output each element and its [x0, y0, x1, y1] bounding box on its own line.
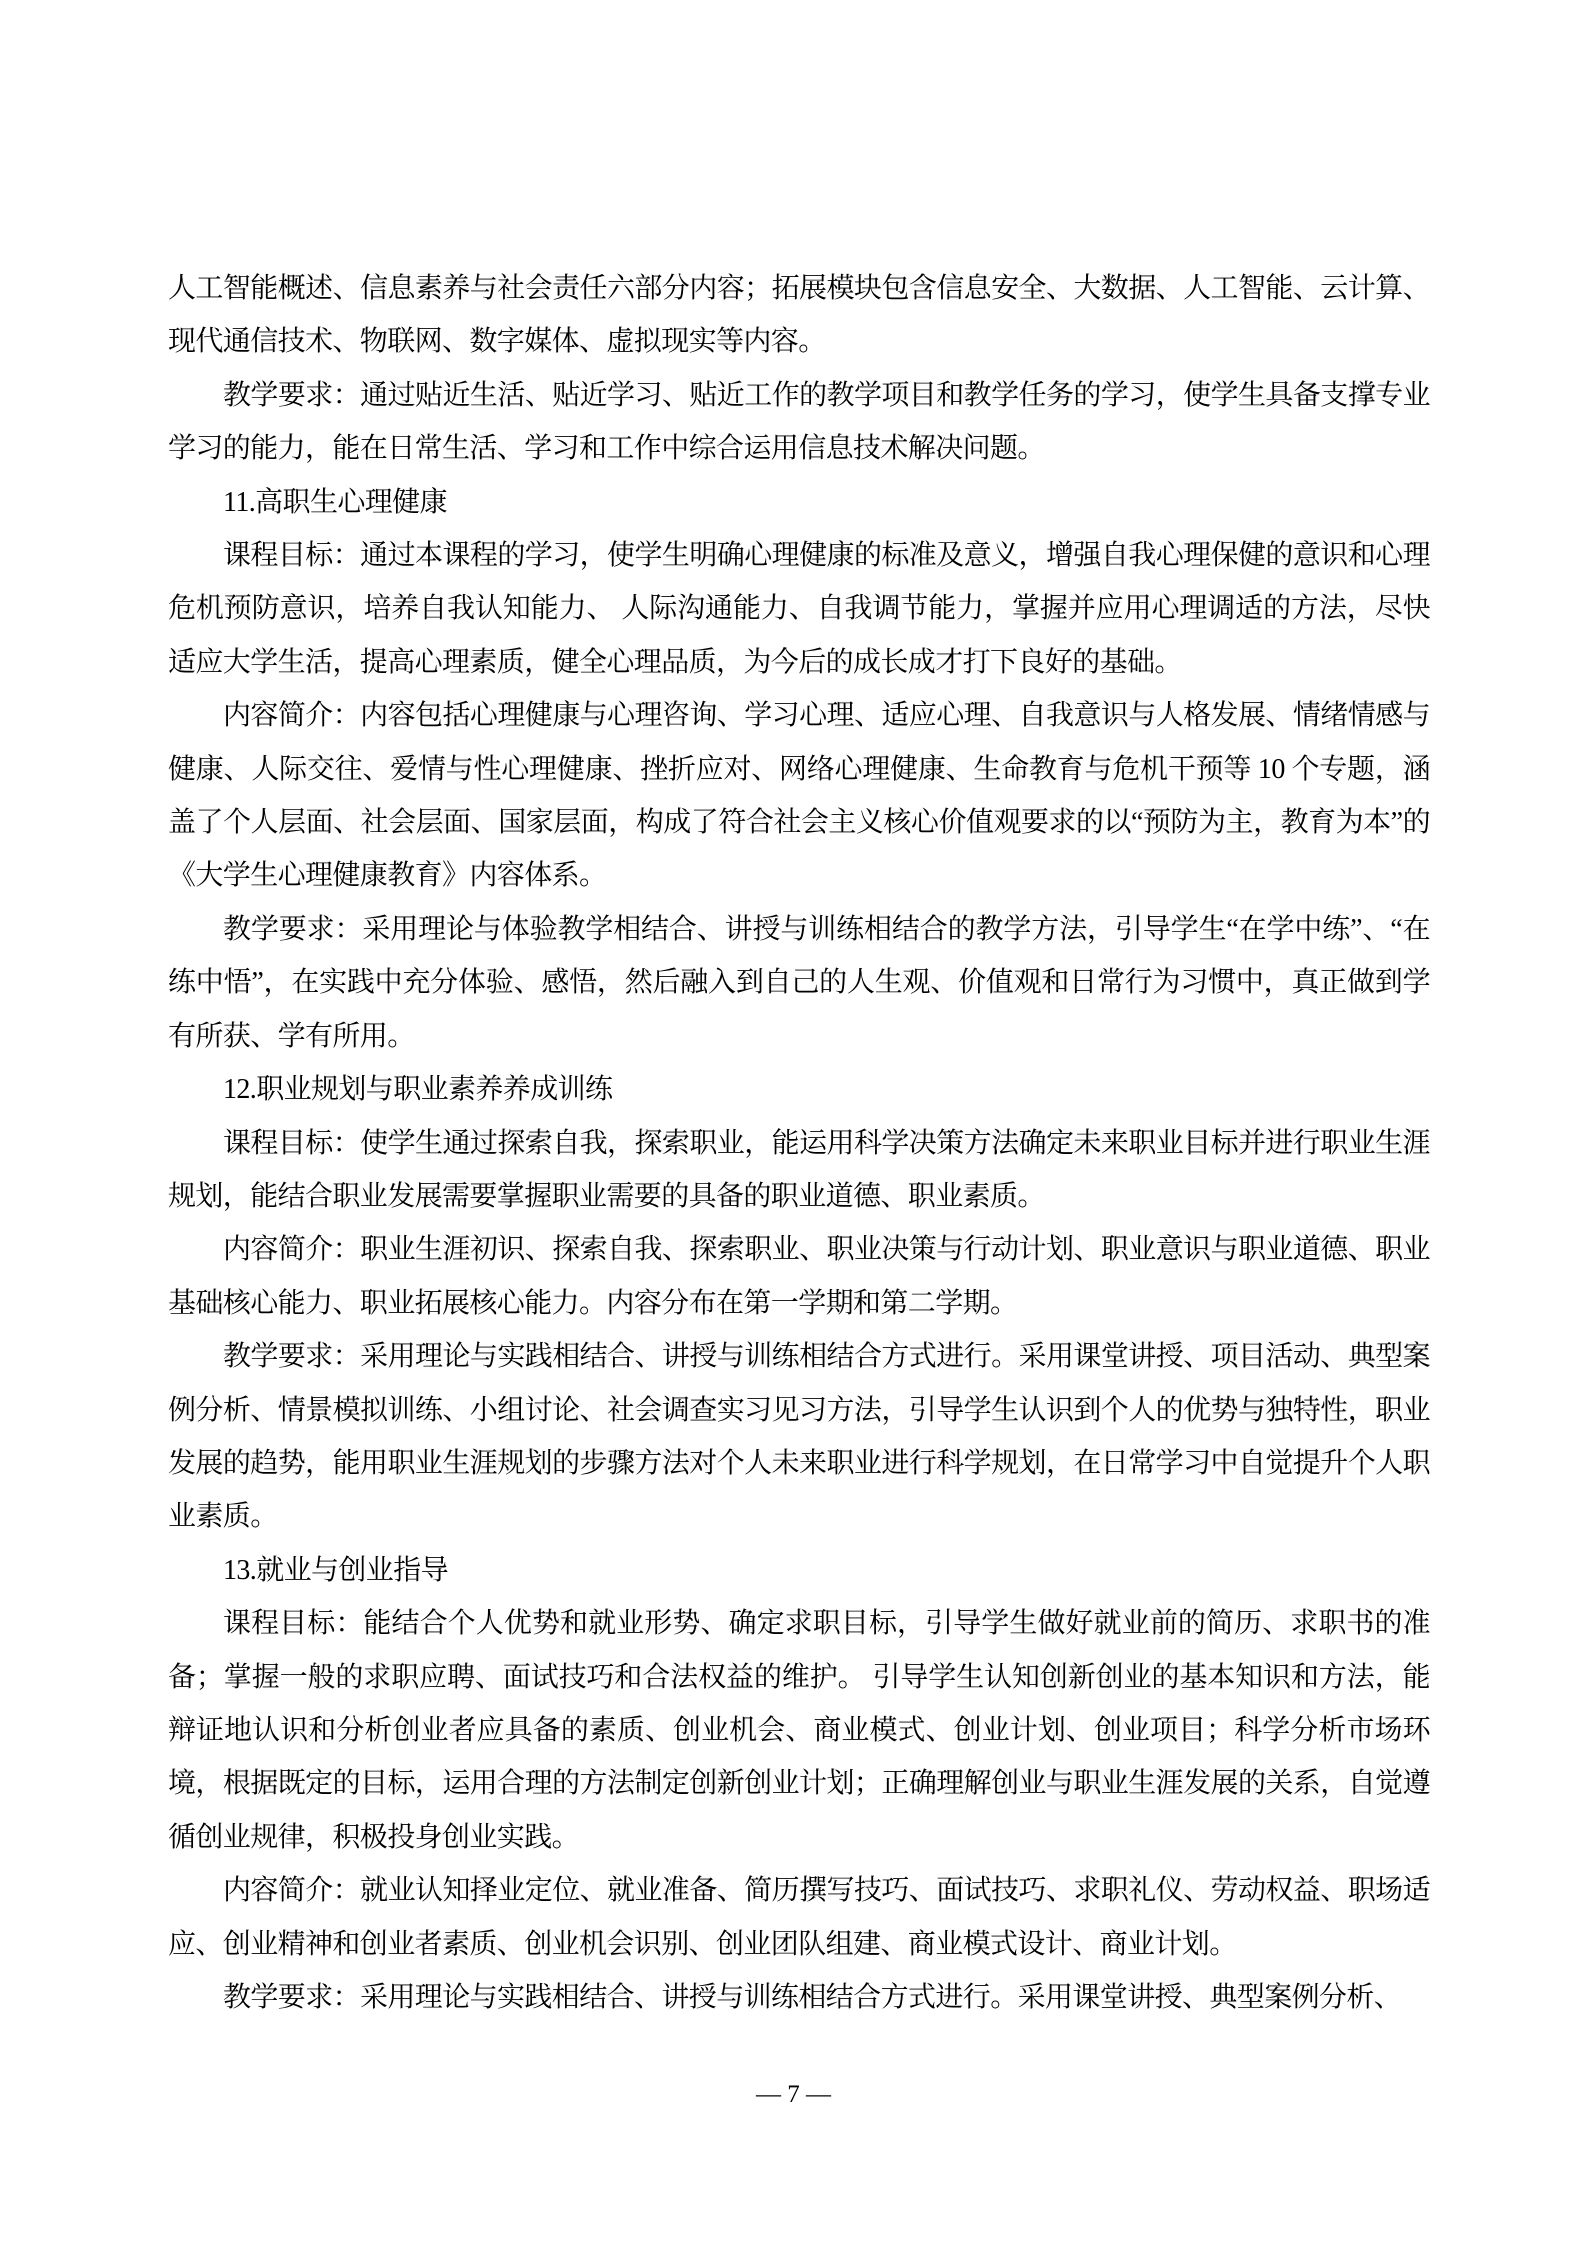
document-body — [168, 262, 1430, 2024]
section-heading: 12.职业规划与职业素养养成训练 — [223, 1074, 613, 1106]
paragraph: 教学要求：通过贴近生活、贴近学习、贴近工作的教学项目和教学任务的学习，使学生具备支撑专业学习的能力，能在日常生活、学习和工作中综合运用信息技术解决问题。 — [168, 379, 1430, 465]
paragraph: 内容简介：就业认知择业定位、就业准备、简历撰写技巧、面试技巧、求职礼仪、劳动权益、职场适应、创业精神和创业者素质、创业机会识别、创业团队组建、商业模式设计、商业计划。 — [168, 1875, 1430, 1960]
section-heading: 11.高职生心理健康 — [223, 486, 447, 518]
paragraph: 课程目标：通过本课程的学习，使学生明确心理健康的标准及意义，增强自我心理保健的意识和心理危机预防意识，培养自我认知能力、 人际沟通能力、自我调节能力，掌握并应用心理调适的方法，尽快适应大学生活，提高心理素质，健全心理品质，为今后的成长成才打下良好的基础。 — [168, 540, 1430, 678]
paragraph: 课程目标：使学生通过探索自我，探索职业，能运用科学决策方法确定未来职业目标并进行职业生涯规划，能结合职业发展需要掌握职业需要的具备的职业道德、职业素质。 — [168, 1127, 1430, 1212]
page-number: — 7 — — [756, 2081, 831, 2108]
paragraph: 内容简介：内容包括心理健康与心理咨询、学习心理、适应心理、自我意识与人格发展、情绪情感与健康、人际交往、爱情与性心理健康、挫折应对、网络心理健康、生命教育与危机干预等 10 个专题，涵盖了个人层面、社会层面、国家层面，构成了符合社会主义核心价值观要求的以“预防为主，教育为本”的《大学生心理健康教育》内容体系。 — [168, 700, 1430, 892]
paragraph: 内容简介：职业生涯初识、探索自我、探索职业、职业决策与行动计划、职业意识与职业道德、职业基础核心能力、职业拓展核心能力。内容分布在第一学期和第二学期。 — [168, 1234, 1430, 1319]
section-heading: 13.就业与创业指导 — [223, 1554, 449, 1586]
paragraph: 课程目标：能结合个人优势和就业形势、确定求职目标，引导学生做好就业前的简历、求职书的准备；掌握一般的求职应聘、面试技巧和合法权益的维护。 引导学生认知创新创业的基本知识和方法，能辩证地认识和分析创业者应具备的素质、创业机会、商业模式、创业计划、创业项目；科学分析市场环境，根据既定的目标，运用合理的方法制定创新创业计划；正确理解创业与职业生涯发展的关系，自觉遵循创业规律，积极投身创业实践。 — [168, 1608, 1430, 1853]
paragraph: 教学要求：采用理论与体验教学相结合、讲授与训练相结合的教学方法，引导学生“在学中练”、“在练中悟”，在实践中充分体验、感悟，然后融入到自己的人生观、价值观和日常行为习惯中，真正做到学有所获、学有所用。 — [168, 913, 1430, 1052]
page-footer — [0, 2082, 1587, 2107]
paragraph: 教学要求：采用理论与实践相结合、讲授与训练相结合方式进行。采用课堂讲授、典型案例分析、 — [223, 1982, 1402, 2013]
paragraph: 人工智能概述、信息素养与社会责任六部分内容；拓展模块包含信息安全、大数据、人工智能、云计算、现代通信技术、物联网、数字媒体、虚拟现实等内容。 — [168, 273, 1430, 358]
paragraph: 教学要求：采用理论与实践相结合、讲授与训练相结合方式进行。采用课堂讲授、项目活动、典型案例分析、情景模拟训练、小组讨论、社会调查实习见习方法，引导学生认识到个人的优势与独特性，职业发展的趋势，能用职业生涯规划的步骤方法对个人未来职业进行科学规划，在日常学习中自觉提升个人职业素质。 — [168, 1341, 1430, 1533]
